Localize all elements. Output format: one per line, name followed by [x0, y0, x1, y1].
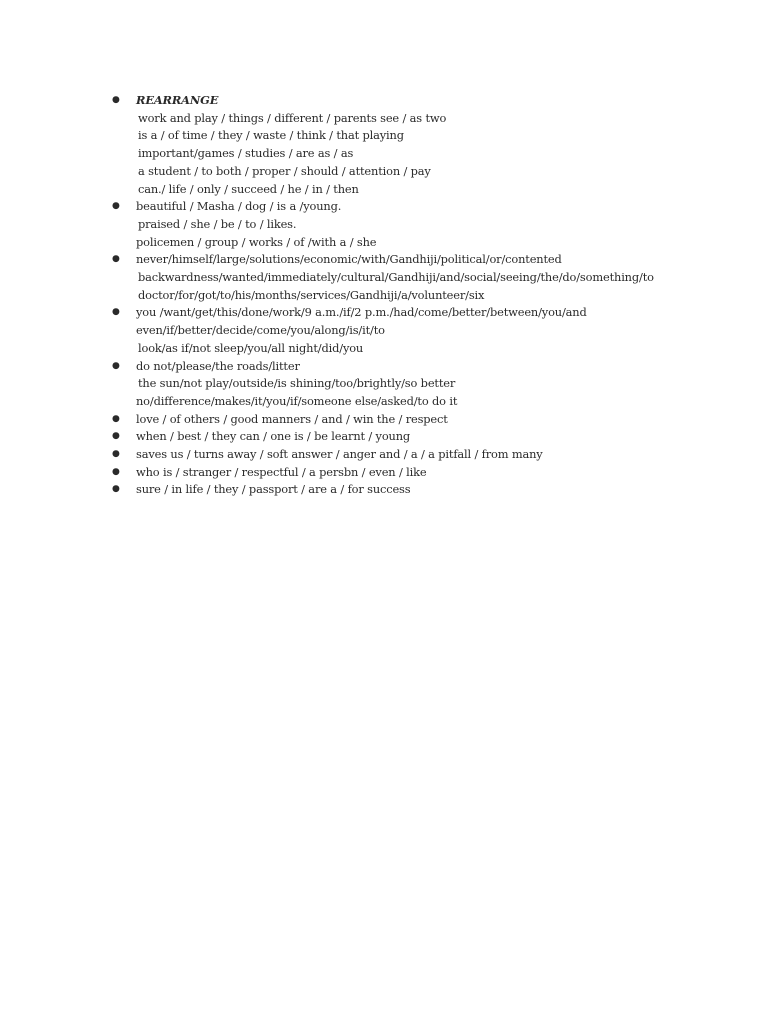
- list-item: [110, 446, 730, 464]
- exercise-line: backwardness/wanted/immediately/cultural/Gandhiji/and/social/seeing/the/do/something/to: [138, 270, 654, 285]
- list-item: [110, 411, 730, 429]
- exercise-line: who is / stranger / respectful / a persbn / even / like: [136, 464, 427, 479]
- list-item: [110, 251, 730, 304]
- exercise-line: the sun/not play/outside/is shining/too/brightly/so better: [138, 376, 456, 391]
- exercise-line: love / of others / good manners / and / win the / respect: [136, 411, 448, 426]
- exercise-line: do not/please/the roads/litter: [136, 358, 300, 373]
- exercise-line: saves us / turns away / soft answer / anger and / a / a pitfall / from many: [136, 447, 543, 462]
- exercise-line: never/himself/large/solutions/economic/with/Gandhiji/political/or/contented: [136, 252, 562, 267]
- exercise-line: when / best / they can / one is / be learnt / young: [136, 429, 411, 444]
- exercise-line: policemen / group / works / of /with a / she: [136, 234, 377, 249]
- list-item: [110, 464, 730, 482]
- exercise-line: sure / in life / they / passport / are a / for success: [136, 482, 411, 497]
- bullet-icon: ●: [112, 360, 120, 371]
- rearrange-exercise-list: [110, 92, 730, 499]
- bullet-icon: ●: [112, 201, 120, 212]
- exercise-line: important/games / studies / are as / as: [138, 146, 354, 161]
- bullet-icon: ●: [112, 254, 120, 265]
- exercise-line: is a / of time / they / waste / think / that playing: [138, 128, 404, 143]
- exercise-line: even/if/better/decide/come/you/along/is/it/to: [136, 323, 385, 338]
- bullet-icon: ●: [112, 449, 120, 460]
- list-item: [110, 304, 730, 357]
- exercise-line: doctor/for/got/to/his/months/services/Gandhiji/a/volunteer/six: [138, 287, 485, 302]
- list-item: [110, 358, 730, 411]
- bullet-icon: ●: [112, 95, 120, 105]
- list-item: [110, 428, 730, 446]
- list-item: [110, 92, 730, 198]
- bullet-icon: ●: [112, 431, 120, 442]
- exercise-line: work and play / things / different / parents see / as two: [138, 110, 447, 125]
- exercise-line: look/as if/not sleep/you/all night/did/you: [138, 340, 364, 355]
- bullet-icon: ●: [112, 484, 120, 495]
- exercise-line: no/difference/makes/it/you/if/someone else/asked/to do it: [136, 393, 458, 408]
- bullet-icon: ●: [112, 466, 120, 477]
- list-item: [110, 481, 730, 499]
- list-item: [110, 198, 730, 251]
- bullet-icon: ●: [112, 413, 120, 424]
- exercise-line: praised / she / be / to / likes.: [138, 216, 297, 231]
- section-heading: REARRANGE: [136, 93, 219, 107]
- bullet-icon: ●: [112, 307, 120, 318]
- exercise-line: a student / to both / proper / should / attention / pay: [138, 163, 431, 178]
- exercise-line: can./ life / only / succeed / he / in / then: [138, 181, 359, 196]
- exercise-line: you /want/get/this/done/work/9 a.m./if/2 p.m./had/come/better/between/you/and: [136, 305, 587, 320]
- exercise-line: beautiful / Masha / dog / is a /young.: [136, 199, 342, 214]
